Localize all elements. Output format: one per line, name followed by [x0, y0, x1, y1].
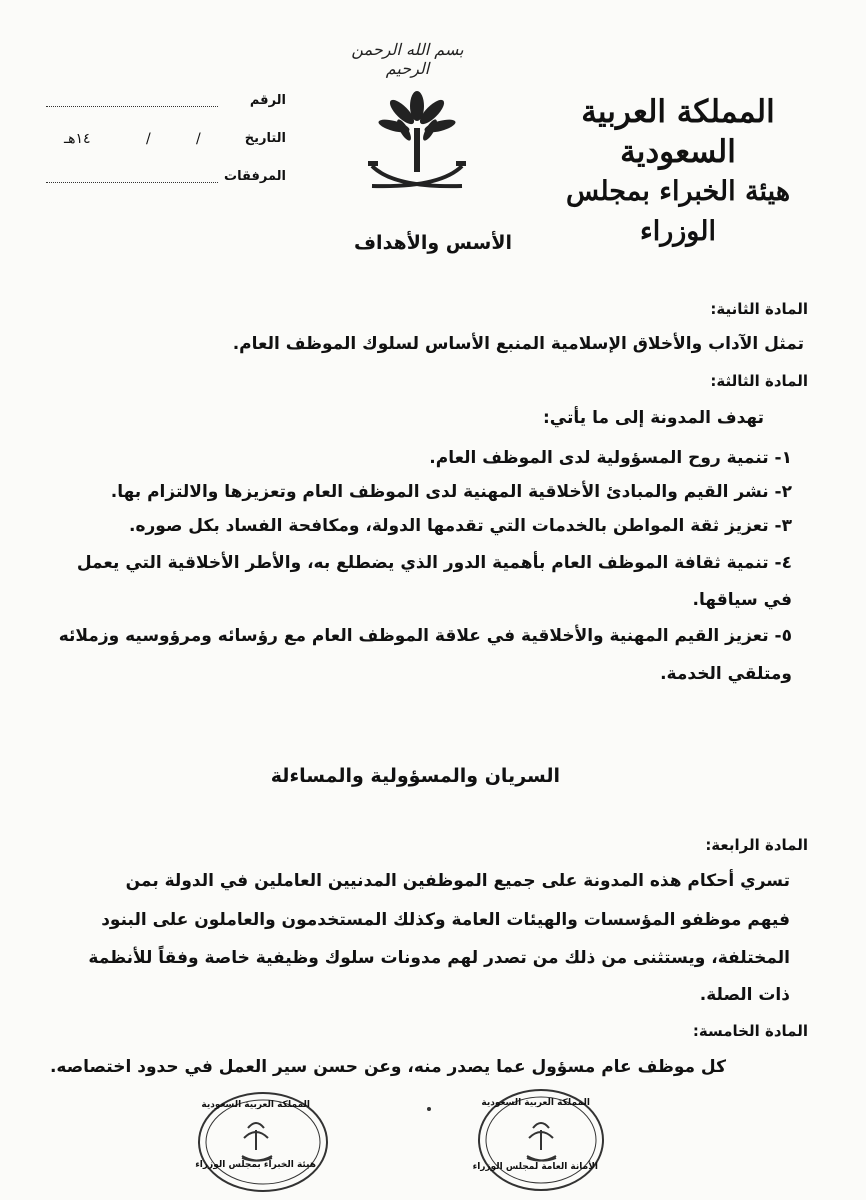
section-title-applicability: السريان والمسؤولية والمساءلة — [270, 765, 560, 787]
article-4-heading: المادة الرابعة: — [705, 836, 808, 854]
date-separator: / — [196, 131, 201, 147]
article-2-heading: المادة الثانية: — [710, 300, 808, 318]
ref-label: الرقم — [249, 93, 286, 108]
saudi-emblem-icon — [364, 88, 470, 200]
ref-row — [46, 93, 286, 131]
article-3-item-cont: في سياقها. — [692, 590, 792, 610]
organization-name — [528, 92, 828, 252]
article-4-line: المختلفة، ويستثنى من ذلك من تصدر لهم مدونات سلوك وظيفية خاصة وفقاً للأنظمة — [88, 948, 790, 968]
article-5-heading: المادة الخامسة: — [692, 1022, 808, 1040]
ink-dot — [427, 1107, 431, 1111]
stamp-left-bottom-text: هيئة الخبراء بمجلس الوزراء — [195, 1160, 316, 1170]
article-3-item: ٥- تعزيز القيم المهنية والأخلاقية في علاقة الموظف العام مع رؤسائه ومرؤوسيه وزملائه — [58, 626, 792, 646]
article-4-line: ذات الصلة. — [699, 985, 790, 1005]
article-3-item: ٢- نشر القيم والمبادئ الأخلاقية المهنية لدى الموظف العام وتعزيزها والالتزام بها. — [110, 482, 792, 502]
reference-fields — [46, 93, 286, 207]
article-3-item: ٤- تنمية ثقافة الموظف العام بأهمية الدور الذي يضطلع به، والأطر الأخلاقية التي يعمل — [76, 553, 792, 573]
date-label: التاريخ — [244, 131, 286, 146]
attachments-row — [46, 169, 286, 207]
article-5-text: كل موظف عام مسؤول عما يصدر منه، وعن حسن سير العمل في حدود اختصاصه. — [49, 1057, 726, 1077]
attachments-label: المرفقات — [224, 169, 286, 184]
attachments-line — [46, 182, 218, 183]
date-row — [46, 131, 286, 169]
date-value: ١٤هـ — [64, 131, 91, 147]
stamp-right-top-text: المملكة العربية السعودية — [481, 1098, 590, 1108]
article-3-intro: تهدف المدونة إلى ما يأتي: — [543, 408, 764, 428]
section-title-foundations: الأسس والأهداف — [353, 232, 513, 254]
article-4-line: تسري أحكام هذه المدونة على جميع الموظفين المدنيين العاملين في الدولة بمن — [125, 871, 790, 891]
article-3-item: ٣- تعزيز ثقة المواطن بالخدمات التي تقدمها الدولة، ومكافحة الفساد بكل صوره. — [129, 516, 792, 536]
date-separator: / — [146, 131, 151, 147]
article-3-item: ١- تنمية روح المسؤولية لدى الموظف العام. — [429, 448, 792, 468]
org-line-2: هيئة الخبراء بمجلس الوزراء — [565, 176, 791, 247]
stamp-left-top-text: المملكة العربية السعودية — [201, 1100, 310, 1110]
article-4-line: فيهم موظفو المؤسسات والهيئات العامة وكذلك المستخدمون والعاملون على البنود — [101, 910, 790, 930]
article-2-text: تمثل الآداب والأخلاق الإسلامية المنبع الأساس لسلوك الموظف العام. — [232, 334, 804, 354]
article-3-item-cont: ومتلقي الخدمة. — [660, 664, 792, 684]
ref-line — [46, 106, 218, 107]
org-line-1: المملكة العربية السعودية — [581, 94, 775, 170]
stamp-right-bottom-text: الأمانة العامة لمجلس الوزراء — [472, 1162, 598, 1172]
article-3-heading: المادة الثالثة: — [710, 372, 808, 390]
basmala-calligraphy: بسم الله الرحمن الرحيم — [351, 40, 464, 78]
